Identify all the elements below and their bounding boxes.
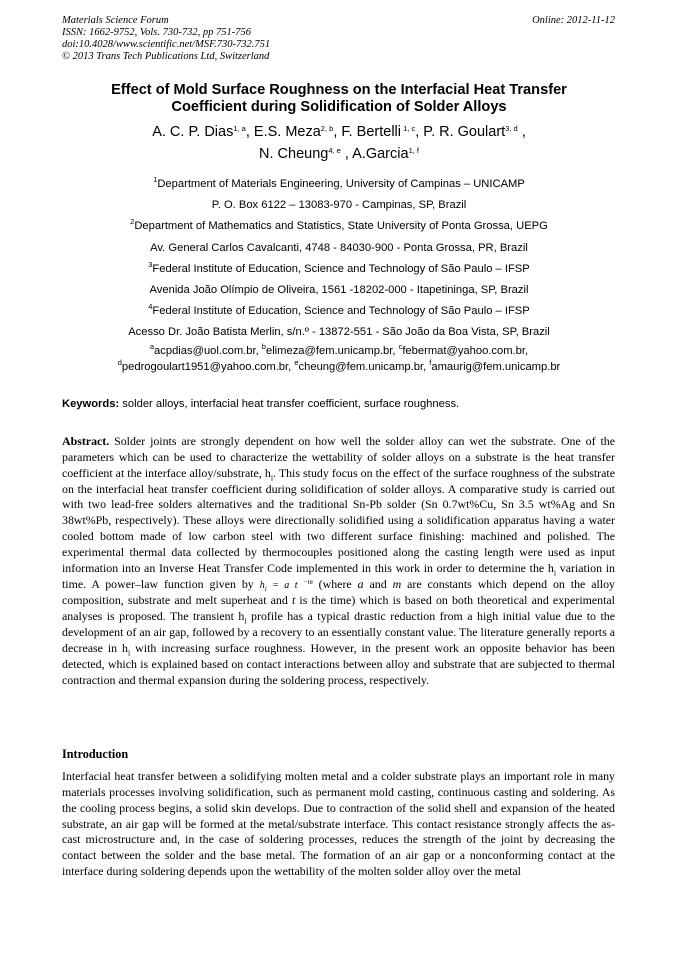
affiliation-text: Department of Mathematics and Statistics, State University of Ponta Grossa, UEPG <box>134 220 548 233</box>
power-law-formula <box>259 577 313 593</box>
author-sup: 1, c <box>401 124 416 133</box>
author-sup: 2, b <box>320 124 334 133</box>
affiliation-1-line-1 <box>40 174 638 195</box>
affiliation-sup: 3 <box>148 259 153 269</box>
author-name: A. C. P. Dias <box>152 124 234 140</box>
subscript-i: i <box>553 568 557 578</box>
abstract-text: . This study focus on the effect of the surface roughness of the substrate on the interfacial heat transfer coefficient during solidification of solder alloys. A comparative study is carried out with two lead-free solders alternatives and the traditional Sn-Pb solder (Sn 0.7wt%Cu, Sn 3.5 wt%Ag and Sn 38wt%Pb, respectively). These alloys were directionally solidified using a solidification apparatus having a water cooled bottom made of low carbon steel with two different surface finishing: machined and polished. The experimental thermal data collected by thermocouples positioned along the casting length were used as input information into an Inverse Heat Transfer Code implemented in this work in order to determine the h <box>62 465 616 575</box>
keywords-text: solder alloys, interfacial heat transfer coefficient, surface roughness. <box>119 398 460 410</box>
affiliation-4-line-1 <box>40 301 638 322</box>
introduction-paragraph: Interfacial heat transfer between a solidifying molten metal and a colder substrate plays an important role in many materials processes involving solidification, such as permanent mold casting, continuous casting and soldering. As the cooling process begins, a solid skin develops. Due to contraction of the solid shell and expansion of the heated substrate, an air gap will be formed at the metal/substrate interface. This contact resistance strongly affects the as-cast microstructure and, in the case of soldering processes, reduces the strength of the joint by decreasing the contact between the solder and the base metal. The formation of an air gap or a nonconforming contact at the interface during soldering depends upon the wettability of the molten solder alloy over the metal <box>62 769 615 879</box>
subscript-i: i <box>128 648 131 658</box>
author-name: N. Cheung <box>259 146 329 162</box>
email-sup: e <box>294 357 299 367</box>
abstract-text: and <box>363 576 393 591</box>
author-sup: 3, d <box>505 124 518 133</box>
affiliation-3-line-1 <box>40 259 638 280</box>
abstract-text: are constants which depend on the alloy composition, substrate and melt superheat and <box>62 576 615 608</box>
keywords <box>62 397 459 411</box>
copyright-line: © 2013 Trans Tech Publications Ltd, Switzerland <box>62 51 270 62</box>
subscript-i: i <box>244 616 247 626</box>
email-address: amaurig@fem.unicamp.br <box>431 360 561 373</box>
author-sup: 4, e <box>328 146 341 155</box>
author-list <box>40 121 638 165</box>
paper-title <box>40 82 638 116</box>
subscript-i: i <box>270 473 274 483</box>
affiliation-sup: 2 <box>130 217 135 227</box>
author-name: E.S. Meza <box>253 124 321 140</box>
author-separator: , <box>517 124 526 140</box>
keywords-label: Keywords: <box>62 398 120 410</box>
author-separator: , <box>333 124 342 140</box>
formula-body: = a t <box>266 579 303 591</box>
email-address: febermat@yahoo.com.br, <box>402 345 529 357</box>
author-separator: , <box>415 124 424 140</box>
abstract-label: Abstract. <box>62 434 110 448</box>
email-sup: d <box>117 357 122 367</box>
email-address: elimeza@fem.unicamp.br, <box>265 345 399 357</box>
variable-m: m <box>392 576 402 591</box>
email-sup: b <box>261 342 266 351</box>
affiliation-text: Department of Materials Engineering, University of Campinas – UNICAMP <box>157 178 525 190</box>
email-address: cheung@fem.unicamp.br, <box>298 360 430 373</box>
email-address: pedrogoulart1951@yahoo.com.br, <box>121 360 295 373</box>
author-sup: 1, a <box>233 124 246 133</box>
variable-t: t <box>291 593 296 608</box>
variable-a: a <box>357 576 364 591</box>
formula-h: h <box>259 579 265 591</box>
affiliation-4-line-2: Acesso Dr. João Batista Merlin, s/n.º - 13872-551 - São João da Boa Vista, SP, Brazil <box>128 326 550 339</box>
abstract-text: variation in time. A power–law function given by <box>62 560 615 591</box>
email-line-2 <box>40 357 638 376</box>
formula-sub-i: i <box>264 584 267 593</box>
title-line-1: Effect of Mold Surface Roughness on the Interfacial Heat Transfer <box>111 82 567 98</box>
affiliation-text: Federal Institute of Education, Science and Technology of São Paulo – IFSP <box>152 262 530 275</box>
title-line-2: Coefficient during Solidification of Solder Alloys <box>171 99 507 115</box>
author-line-1 <box>40 121 638 143</box>
abstract-text: profile has a typical drastic reduction from a high initial value due to the development of an air gap, followed by a recovery to an essentially constant value. The literature generally reports a decrease in h <box>62 609 615 655</box>
affiliations <box>40 174 638 344</box>
affiliation-text: Federal Institute of Education, Science and Technology of São Paulo – IFSP <box>152 305 530 318</box>
author-name: P. R. Goulart <box>423 124 506 140</box>
email-sup: a <box>149 342 155 351</box>
email-list <box>40 344 638 375</box>
email-sup: f <box>429 357 432 367</box>
abstract <box>62 434 615 689</box>
formula-exponent: −m <box>302 577 313 586</box>
affiliation-1-line-2: P. O. Box 6122 – 13083-970 - Campinas, SP, Brazil <box>211 199 467 212</box>
affiliation-2-line-2: Av. General Carlos Cavalcanti, 4748 - 84030-900 - Ponta Grossa, PR, Brazil <box>150 241 528 254</box>
author-name: A.Garcia <box>352 146 409 162</box>
affiliation-3-line-2: Avenida João Olímpio de Oliveira, 1561 -18202-000 - Itapetininga, SP, Brazil <box>149 284 529 297</box>
author-sup: 1, f <box>408 146 419 155</box>
section-heading-introduction: Introduction <box>62 747 129 761</box>
online-date: Online: 2012-11-12 <box>532 15 615 26</box>
author-line-2 <box>40 143 638 165</box>
abstract-text: is the time) which is based on both theoretical and experimental analyses is proposed. The transient h <box>62 593 615 624</box>
abstract-text: with increasing surface roughness. However, in the present work an opposite behavior has been detected, which is explained based on contact interactions between alloy and substrate that are subjected to thermal contraction and thermal expansion during the soldering process, respectively. <box>62 640 615 687</box>
journal-header <box>62 15 270 63</box>
affiliation-2-line-1 <box>40 216 638 237</box>
email-line-1 <box>40 344 638 360</box>
abstract-text: (where <box>312 576 358 591</box>
email-address: acpdias@uol.com.br, <box>154 345 262 357</box>
author-separator: , <box>340 146 353 162</box>
journal-name: Materials Science Forum <box>62 15 169 26</box>
affiliation-sup: 1 <box>153 175 158 184</box>
doi-line: doi:10.4028/www.scientific.net/MSF.730-732.751 <box>62 39 271 50</box>
email-sup: c <box>398 342 403 351</box>
abstract-text: Solder joints are strongly dependent on how well the solder alloy can wet the substrate. One of the parameters which can be used to characterize the wettability of solder alloys on a substrate is the heat transfer coefficient at the interface alloy/substrate, h <box>62 434 615 480</box>
author-name: F. Bertelli <box>341 124 402 140</box>
author-separator: , <box>245 124 254 140</box>
affiliation-sup: 4 <box>148 302 153 312</box>
issn-line: ISSN: 1662-9752, Vols. 730-732, pp 751-756 <box>62 27 251 38</box>
